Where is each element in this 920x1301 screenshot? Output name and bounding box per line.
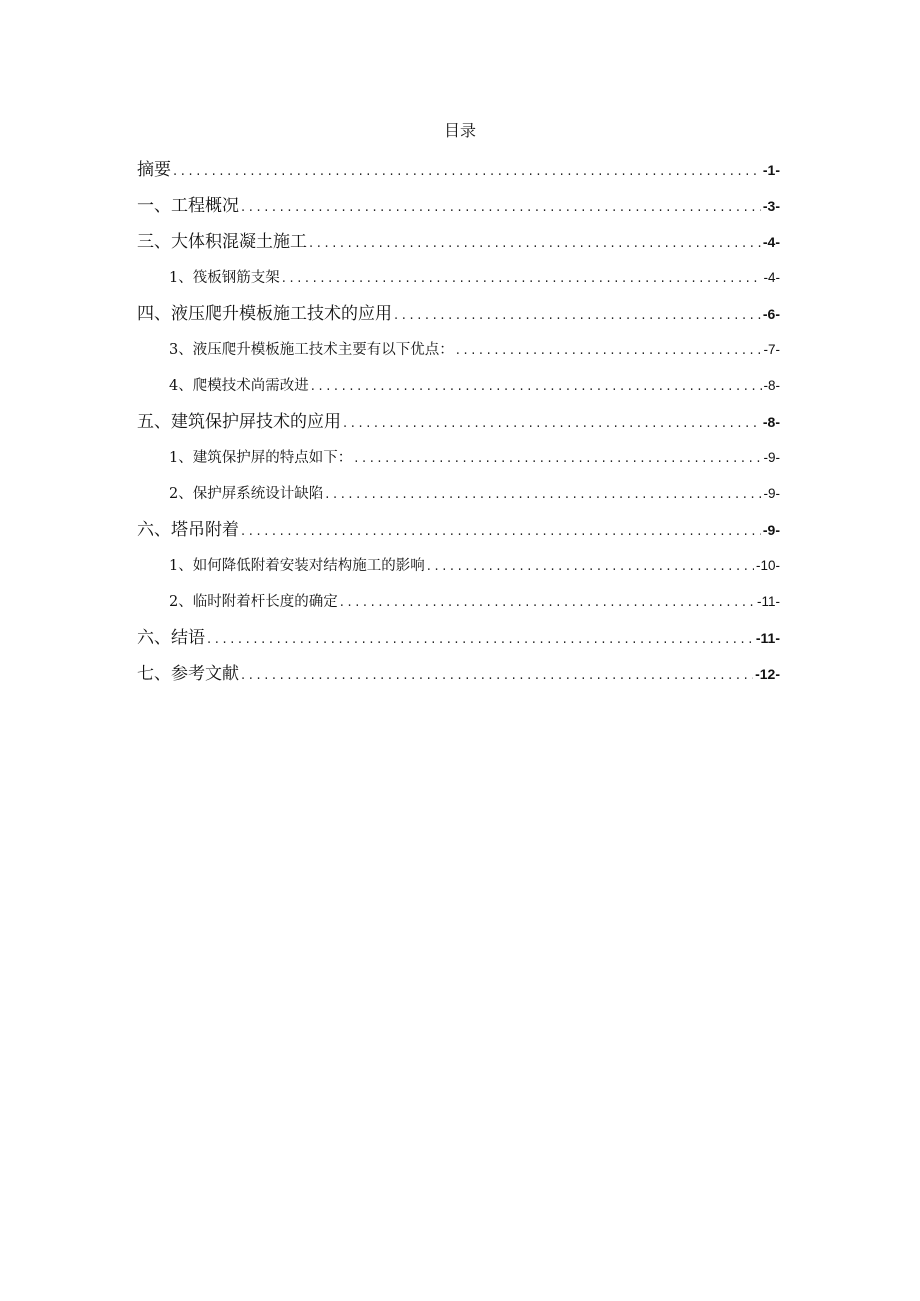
toc-dot-leader <box>173 154 761 190</box>
toc-dot-leader <box>241 658 753 694</box>
toc-dot-leader <box>456 333 762 369</box>
toc-page-number: -9- <box>763 450 780 465</box>
toc-dot-leader <box>241 190 761 226</box>
toc-page-number: -8- <box>762 414 780 430</box>
toc-page-number: -11- <box>756 594 780 609</box>
toc-entry[interactable] <box>137 440 780 476</box>
toc-entry[interactable] <box>137 584 780 620</box>
toc-dot-leader <box>282 261 762 297</box>
toc-page-number: -3- <box>762 198 780 214</box>
toc-entry-text: 3、液压爬升模板施工技术主要有以下优点： <box>169 342 454 358</box>
toc-page-number: -6- <box>762 306 780 322</box>
toc-page-number: -1- <box>762 162 780 178</box>
toc-entry[interactable] <box>137 512 780 548</box>
toc-entry[interactable] <box>137 188 780 224</box>
toc-dot-leader <box>325 477 761 513</box>
toc-page-number: -7- <box>763 342 780 357</box>
toc-entry-text: 五、建筑保护屏技术的应用 <box>137 412 341 432</box>
toc-dot-leader <box>343 406 761 442</box>
toc-entry-text: 4、爬模技术尚需改进 <box>169 378 309 394</box>
toc-entry-text: 六、结语 <box>137 628 205 648</box>
toc-entry[interactable] <box>137 224 780 260</box>
toc-dot-leader <box>207 622 754 658</box>
toc-entry-text: 2、保护屏系统设计缺陷 <box>169 486 324 502</box>
toc-entry-text: 1、建筑保护屏的特点如下： <box>169 450 353 466</box>
toc-page-number: -4- <box>762 234 780 250</box>
toc-page-number: -9- <box>763 486 780 501</box>
toc-entry[interactable] <box>137 152 780 188</box>
toc-dot-leader <box>340 585 755 621</box>
toc-page-number: -9- <box>762 522 780 538</box>
toc-page-number: -11- <box>755 630 780 646</box>
toc-page-number: -4- <box>763 270 780 285</box>
toc-entry-text: 摘要 <box>137 160 171 180</box>
toc-dot-leader <box>427 549 754 585</box>
toc-dot-leader <box>311 369 762 405</box>
table-of-contents <box>137 152 780 692</box>
toc-entry[interactable] <box>137 620 780 656</box>
toc-entry-text: 2、临时附着杆长度的确定 <box>169 594 338 610</box>
toc-entry-text: 七、参考文献 <box>137 664 239 684</box>
toc-entry-text: 三、大体积混凝土施工 <box>137 232 307 252</box>
toc-entry[interactable] <box>137 656 780 692</box>
toc-dot-leader <box>394 298 761 334</box>
toc-entry[interactable] <box>137 260 780 296</box>
toc-entry[interactable] <box>137 548 780 584</box>
toc-dot-leader <box>309 226 761 262</box>
toc-entry-text: 六、塔吊附着 <box>137 520 239 540</box>
toc-entry-text: 一、工程概况 <box>137 196 239 216</box>
toc-title: 目录 <box>443 121 476 140</box>
toc-entry-text: 四、液压爬升模板施工技术的应用 <box>137 304 392 324</box>
toc-entry[interactable] <box>137 368 780 404</box>
toc-entry-text: 1、如何降低附着安装对结构施工的影响 <box>169 558 425 574</box>
toc-page-number: -10- <box>755 558 780 573</box>
toc-page-number: -8- <box>763 378 780 393</box>
toc-entry[interactable] <box>137 296 780 332</box>
toc-dot-leader <box>354 441 761 477</box>
toc-dot-leader <box>241 514 761 550</box>
toc-entry[interactable] <box>137 332 780 368</box>
toc-entry[interactable] <box>137 476 780 512</box>
toc-entry[interactable] <box>137 404 780 440</box>
toc-page-number: -12- <box>755 666 780 682</box>
toc-entry-text: 1、筏板钢筋支架 <box>169 270 280 286</box>
